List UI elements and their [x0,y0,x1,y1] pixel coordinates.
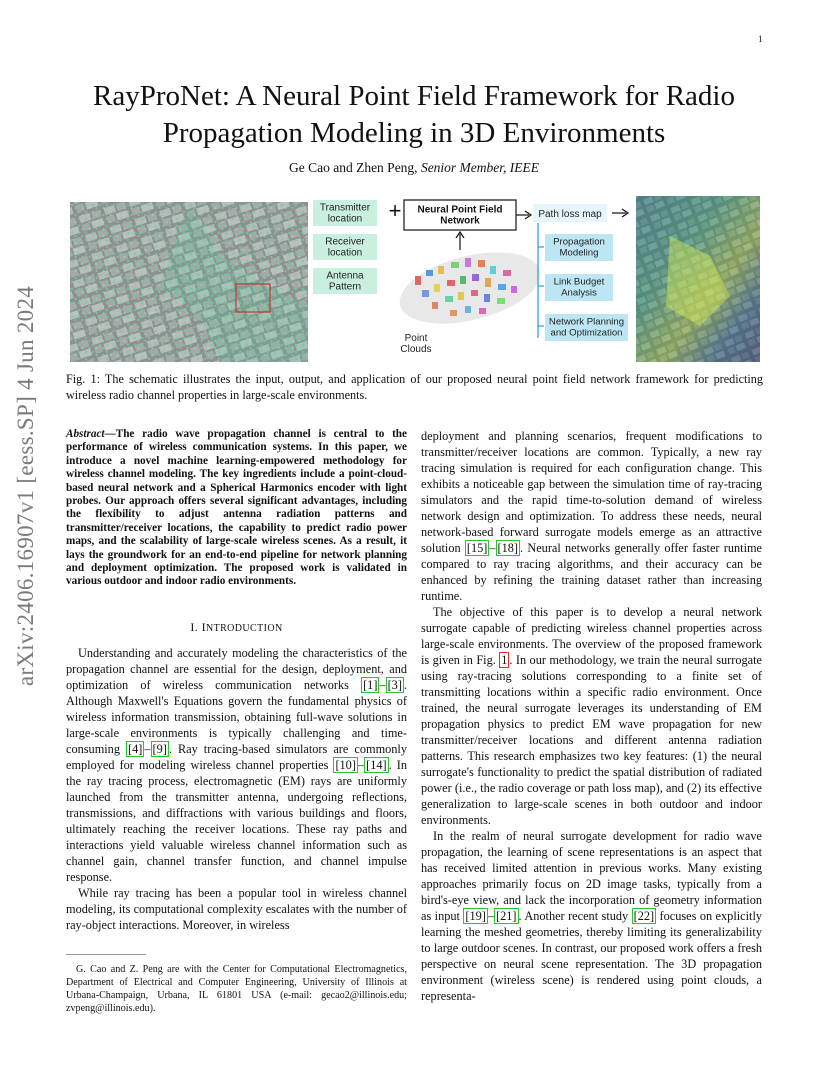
point-clouds-label: Point Clouds [400,333,432,355]
left-column [66,428,407,933]
arxiv-watermark [2,285,50,687]
right-paragraphs [421,428,762,1004]
authors [60,160,768,176]
citation-link[interactable]: [21] [496,909,517,923]
paper-title: RayProNet: A Neural Point Field Framework for Radio Propagation Modeling in 3D Environments [93,80,735,149]
citation-link[interactable]: [10] [335,757,356,772]
citation-link[interactable]: [3] [387,677,402,692]
svg-text:Link BudgetAnalysis: Link Budget Analysis [553,276,605,299]
author-role: Senior Member, IEEE [420,160,540,175]
input-transmitter-l1: Transmitter [319,202,371,214]
figure-1 [70,196,760,364]
city-map-image [70,202,308,362]
svg-text:Receiverlocation: Receiver location [325,236,365,259]
figure-caption: Fig. 1: The schematic illustrates the input, output, and application of our proposed neural point field network framework for predicting wireless radio channel properties in large-scale environments. [66,372,763,402]
citation-link[interactable]: [19] [465,909,486,923]
footnote [66,963,407,1015]
path-loss-heatmap-image [636,196,760,362]
citation-link[interactable]: [9] [152,741,167,756]
svg-text:Transmitterlocation: Transmitter location [319,202,371,225]
citation-link[interactable]: [14] [366,757,387,772]
svg-text:Neural Point FieldNetwork: Neural Point Field Network [417,204,503,227]
page-number: 1 [758,34,763,44]
right-paragraph: In the realm of neural surrogate development for radio wave propagation, the learning of scene representations is an aspect that has received limited attention in previous works. Many existing approaches primarily focus on 2D image tasks, typically from a bird's-eye view, and lack the incorporation of geometry information as input [19] – [21] . Another recent study [22] focuses on explicitly learning the meshed geometries, thereby limiting its generalizability to large outdoor scenes. In contrast, our proposed work offers a fresh perspective on neural scene representation. The 3D propagation environment (wireless scene) is rendered using point clouds, a representa- [421,829,763,1003]
author-names: Ge Cao and Zhen Peng, [288,160,418,175]
svg-text:Network Planningand Optimizati: Network Planning and Optimization [548,316,625,339]
section-heading-introduction: I. INTRODUCTION [190,619,283,634]
point-cloud-image [392,240,547,337]
output-label: Path loss map [538,209,602,220]
left-paragraph: Understanding and accurately modeling the characteristics of the propagation channel are essential for the design, deployment, and optimization of wireless communication networks [1] – [3] . Although Maxwell's Equations govern the fundamental physics of wireless information transmission, obtaining full-wave solutions in large-scale environments is typically challenging and time-consuming [4] – [9] . Ray tracing-based simulators are commonly employed for modeling wireless channel properties [10] – [14] . In the ray tracing process, electromagnetic (EM) rays are uniformly launched from the transmitter antenna, undergoing reflections, transmissions, and diffractions with various buildings and floors, ultimately reaching the receiver locations. These ray paths and interactions yield valuable wireless channel information such as channel gain, channel transfer function, and channel impulse response. [66,645,407,884]
abstract-text: —The radio wave propagation channel is central to the performance of wireless communication systems. In this paper, we introduce a novel machine learning-empowered methodology for wireless channel modeling. The key ingredients include a point-cloud-based neural network and a Spherical Harmonics encoder with light probes. Our approach offers several significant advantages, including the flexibility to adjust antenna radiation patterns and transmitter/receiver locations, the capability to predict radio power maps, and the scalability of large-scale wireless scenes. As a result, it lays the groundwork for an end-to-end pipeline for network planning and deployment optimization. The proposed work is validated in various outdoor and indoor radio environments. [66,428,407,588]
svg-text:PropagationModeling: Propagation Modeling [553,236,605,259]
right-column [421,428,762,1004]
footnote-text: G. Cao and Z. Peng are with the Center for Computational Electromagnetics, Department of Electrical and Computer Engineering, University of Illinois at Urbana-Champaign, Urbana, IL 61801 USA (e-mail: gecao2@illinois.edu; zvpeng@illinois.edu). [66,964,407,1014]
citation-link[interactable]: [15] [466,541,488,555]
abstract [66,428,407,589]
citation-link[interactable]: [1] [363,677,378,692]
plus-sign: + [388,198,402,223]
arxiv-id: arXiv:2406.16907v1 [eess.SP] 4 Jun 2024 [13,285,38,687]
citation-link[interactable]: [4] [128,741,143,756]
svg-text:AntennaPattern: Antenna Pattern [326,270,364,293]
abstract-label: Abstract [66,428,105,440]
right-paragraph: deployment and planning scenarios, frequent modifications to transmitter/receiver locations are common. Typically, a new ray tracing simulation is required for each configuration change. This exhibits a noticeable gap between the simulation time of ray-tracing simulators and the rapid time-to-solution demand of wireless network design and optimization. To address these needs, neural network-based forward surrogate models emerge as an attractive solution [15] – [18] . Neural networks generally offer faster runtime compared to ray tracing algorithms, and their accuracy can be enhanced by refining the training dataset rather than increasing runtime. [421,429,763,603]
citation-link[interactable]: [18] [497,541,519,555]
figure-ref-link[interactable]: 1 [501,653,508,667]
citation-link[interactable]: [22] [633,909,655,923]
left-paragraph: While ray tracing has been a popular tool in wireless channel modeling, its computational complexity escalates with the number of ray-object interactions. Moreover, in wireless [66,885,407,932]
footnote-rule [66,954,146,955]
right-paragraph: The objective of this paper is to develop a neural network surrogate capable of predicting wireless channel properties across large-scale environments. The overview of the proposed framework is given in Fig. 1 . In our methodology, we train the neural surrogate using ray-tracing solutions corresponding to a finite set of transmitting locations within a specific radio environment. Once trained, the neural surrogate leverages its understanding of EM propagation physics to predict EM wave propagation for new transmitter/receiver locations and different antenna radiation patterns. This research emphasizes two key features: (1) the neural surrogate's functionality to predict the spatial distribution of radiated power (i.e., the radio coverage or path loss map), and (2) its effective generalization to large-scale scenes in both outdoor and indoor environments. [421,605,762,827]
left-paragraphs [66,645,407,933]
